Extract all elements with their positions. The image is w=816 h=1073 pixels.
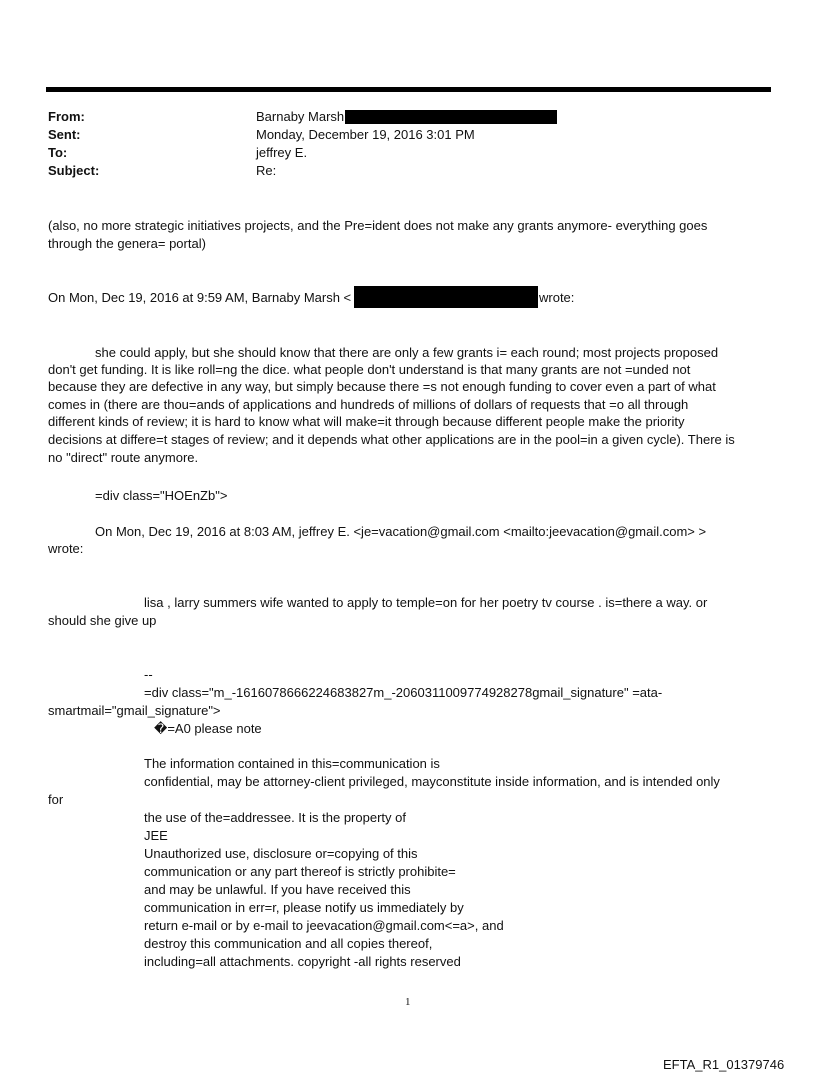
body-line: through the genera= portal) xyxy=(48,236,206,251)
to-label: To: xyxy=(48,145,68,160)
sent-label: Sent: xyxy=(48,127,81,142)
redaction-block xyxy=(345,110,557,124)
quote-line: comes in (there are thou=ands of applications and hundreds of millions of dollars of requests that =o all through xyxy=(48,397,689,412)
body-line: (also, no more strategic initiatives projects, and the Pre=ident does not make any grants anymore- everything goes xyxy=(48,218,708,233)
html-artifact-line: =div class="HOEnZb"> xyxy=(95,488,228,503)
quote-line: because they are defective in any way, but simply because there =s not enough funding to cover even a part of what xyxy=(48,379,716,394)
disclaimer-line: The information contained in this=communication is xyxy=(144,756,440,771)
quote-line: no "direct" route anymore. xyxy=(48,450,199,465)
subject-label: Subject: xyxy=(48,163,100,178)
disclaimer-line: destroy this communication and all copies thereof, xyxy=(144,936,433,951)
quote-attribution: On Mon, Dec 19, 2016 at 8:03 AM, jeffrey E. <je=vacation@gmail.com <mailto:jeevacation@gmail.com> > xyxy=(95,524,707,539)
quote-attribution-wrote: wrote: xyxy=(539,290,575,305)
disclaimer-line: communication in err=r, please notify us immediately by xyxy=(144,900,464,915)
quote-attribution-wrote: wrote: xyxy=(48,541,84,556)
disclaimer-line: return e-mail or by e-mail to jeevacation@gmail.com<=a>, and xyxy=(144,918,504,933)
message-line: should she give up xyxy=(48,613,157,628)
document-id-footer: EFTA_R1_01379746 xyxy=(663,1057,785,1072)
page-number: 1 xyxy=(405,996,411,1008)
disclaimer-line: and may be unlawful. If you have received this xyxy=(144,882,411,897)
subject-value: Re: xyxy=(256,163,277,178)
quote-line: different kinds of review; it is hard to know what will make=it through because different people make the priority xyxy=(48,414,685,429)
disclaimer-line: for xyxy=(48,792,64,807)
quote-line: she could apply, but she should know that there are only a few grants i= each round; most projects proposed xyxy=(95,345,719,360)
sent-value: Monday, December 19, 2016 3:01 PM xyxy=(256,127,475,142)
signature-note: �=A0 please note xyxy=(154,721,262,736)
disclaimer-line: Unauthorized use, disclosure or=copying of this xyxy=(144,846,418,861)
quote-line: don't get funding. It is like roll=ng the dice. what people don't understand is that many grants are not =unded not xyxy=(48,362,691,377)
header-rule xyxy=(46,87,771,92)
disclaimer-line: including=all attachments. copyright -all rights reserved xyxy=(144,954,461,969)
html-artifact-line: smartmail="gmail_signature"> xyxy=(48,703,221,718)
disclaimer-line: confidential, may be attorney-client privileged, mayconstitute inside information, and is intended only xyxy=(144,774,720,789)
disclaimer-line: communication or any part thereof is strictly prohibite= xyxy=(144,864,456,879)
redaction-block xyxy=(354,286,538,308)
html-artifact-line: =div class="m_-1616078666224683827m_-2060311009774928278gmail_signature" =ata- xyxy=(144,685,663,700)
quote-attribution: On Mon, Dec 19, 2016 at 9:59 AM, Barnaby Marsh < xyxy=(48,290,352,305)
disclaimer-line: the use of the=addressee. It is the property of xyxy=(144,810,406,825)
to-value: jeffrey E. xyxy=(256,145,308,160)
from-value: Barnaby Marsh xyxy=(256,109,345,124)
quote-line: decisions at differe=t stages of review; and it depends what other applications are in the pool=in a given cycle). There is xyxy=(48,432,735,447)
signature-dashes: -- xyxy=(144,667,153,682)
from-label: From: xyxy=(48,109,85,124)
disclaimer-line: JEE xyxy=(144,828,168,843)
message-line: lisa , larry summers wife wanted to apply to temple=on for her poetry tv course . is=there a way. or xyxy=(144,595,708,610)
